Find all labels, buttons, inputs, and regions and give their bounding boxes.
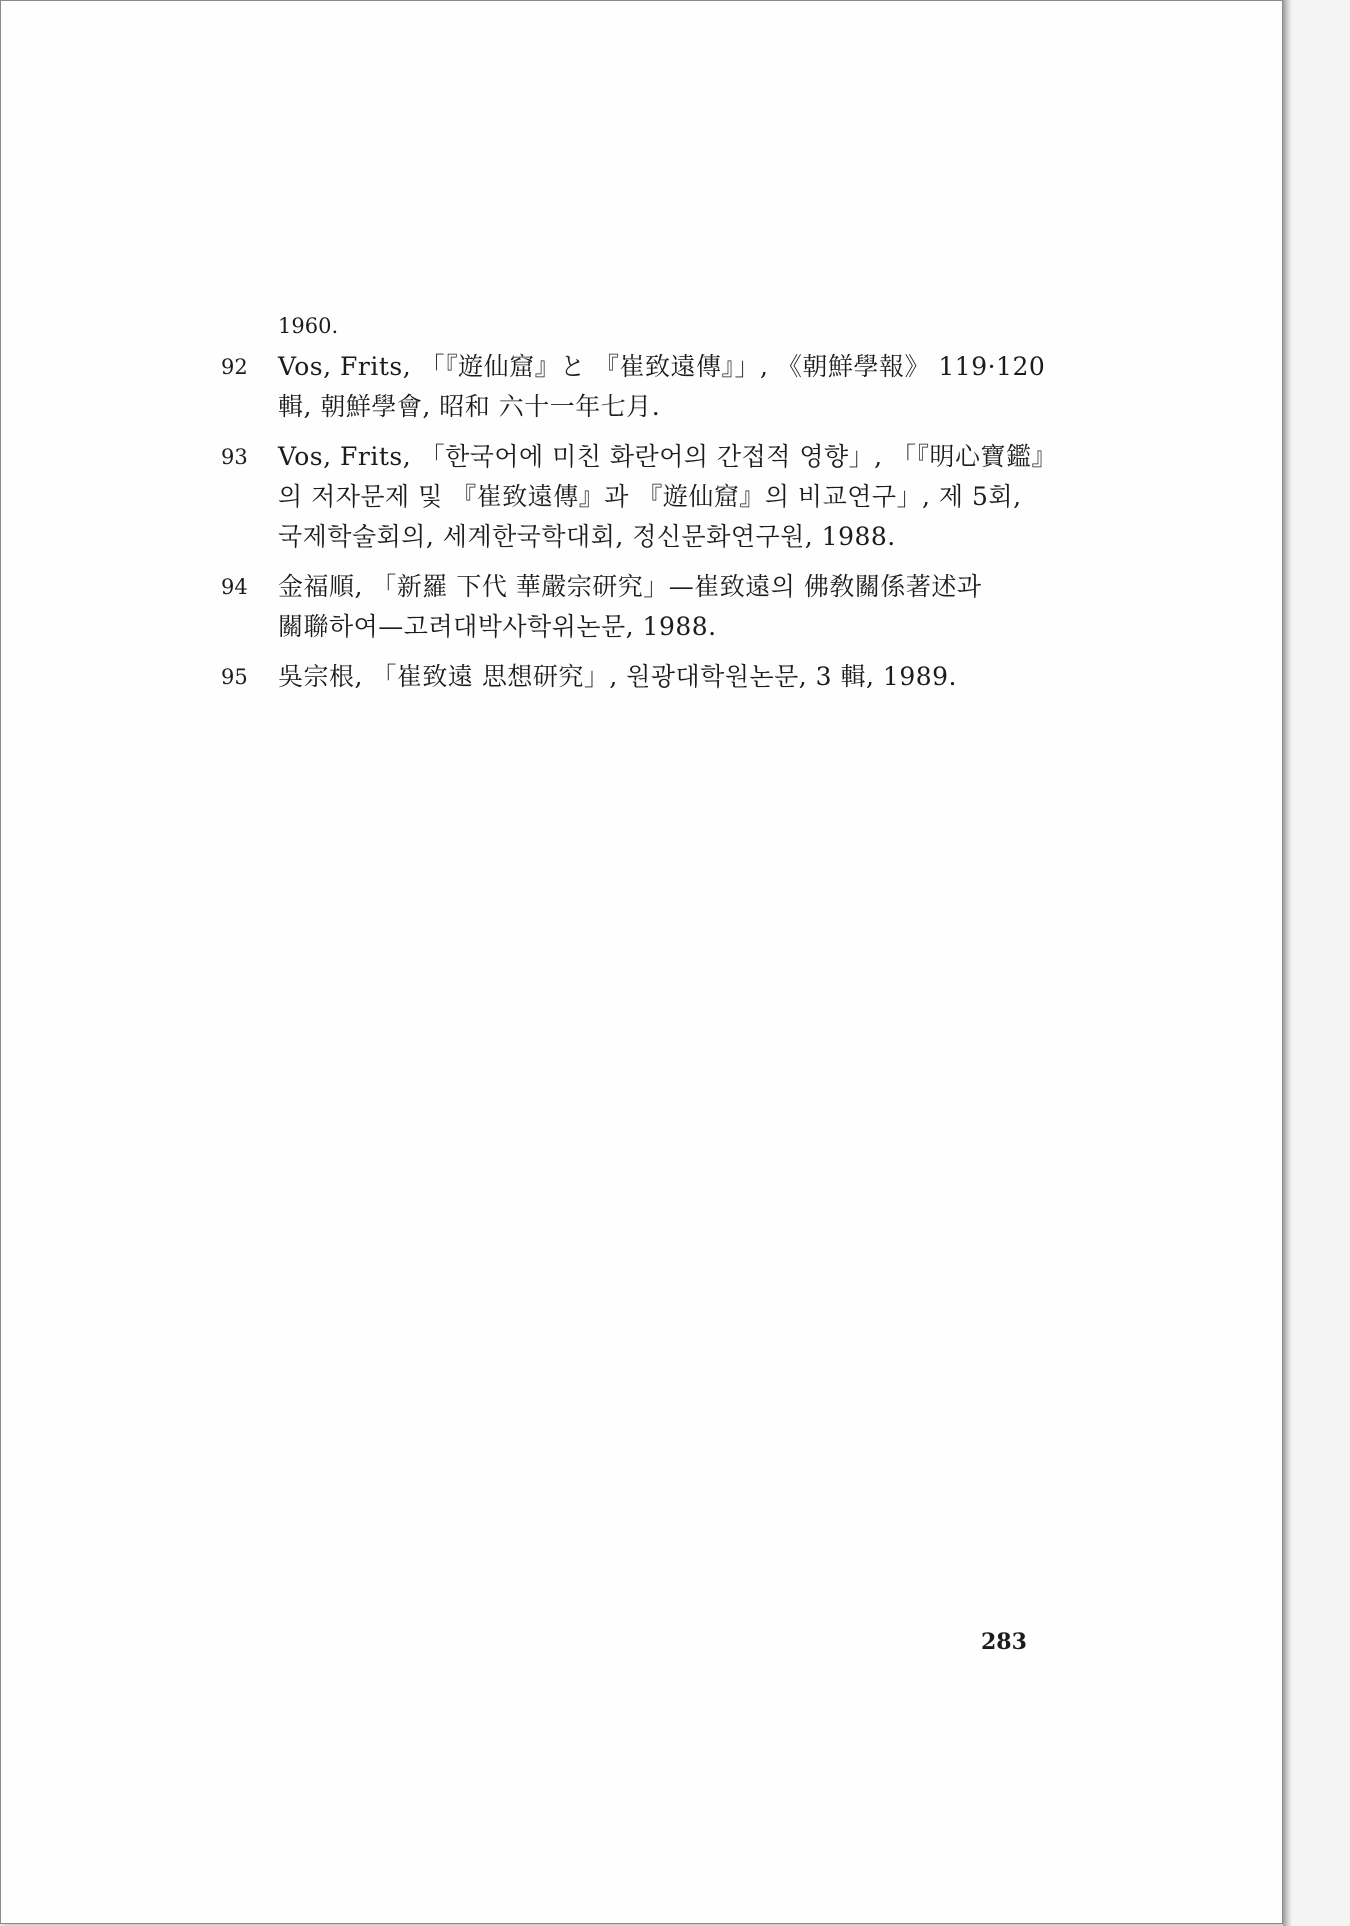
continuation-line: 1960. <box>278 314 339 338</box>
entry-text: Vos, Frits, 「『遊仙窟』と 『崔致遠傳』」, 《朝鮮學報》 119·120 輯, 朝鮮學會, 昭和 六十一年七月. <box>278 352 1046 421</box>
bibliography-list <box>221 311 1051 707</box>
entry-number: 92 <box>221 355 248 379</box>
bibliography-entry <box>221 567 1051 647</box>
entry-text: Vos, Frits, 「한국어에 미친 화란어의 간접적 영향」, 「『明心寶鑑』의 저자문제 및 『崔致遠傳』과 『遊仙窟』의 비교연구」, 제 5회, 국제학술회의, 세계한국학대회, 정신문화연구원, 1988. <box>278 442 1045 551</box>
page-number: 283 <box>981 1629 1027 1655</box>
bibliography-entry <box>221 657 1051 697</box>
entry-number: 95 <box>221 665 248 689</box>
bibliography-entry <box>221 437 1051 557</box>
bibliography-entry <box>221 347 1051 427</box>
entry-text: 金福順, 「新羅 下代 華嚴宗研究」—崔致遠의 佛敎關係著述과 關聯하여—고려대박사학위논문, 1988. <box>278 572 982 641</box>
entry-text: 吳宗根, 「崔致遠 思想研究」, 원광대학원논문, 3 輯, 1989. <box>278 662 957 691</box>
entry-number: 93 <box>221 445 248 469</box>
page-edge-shadow <box>1283 0 1292 1926</box>
entry-number: 94 <box>221 575 248 599</box>
